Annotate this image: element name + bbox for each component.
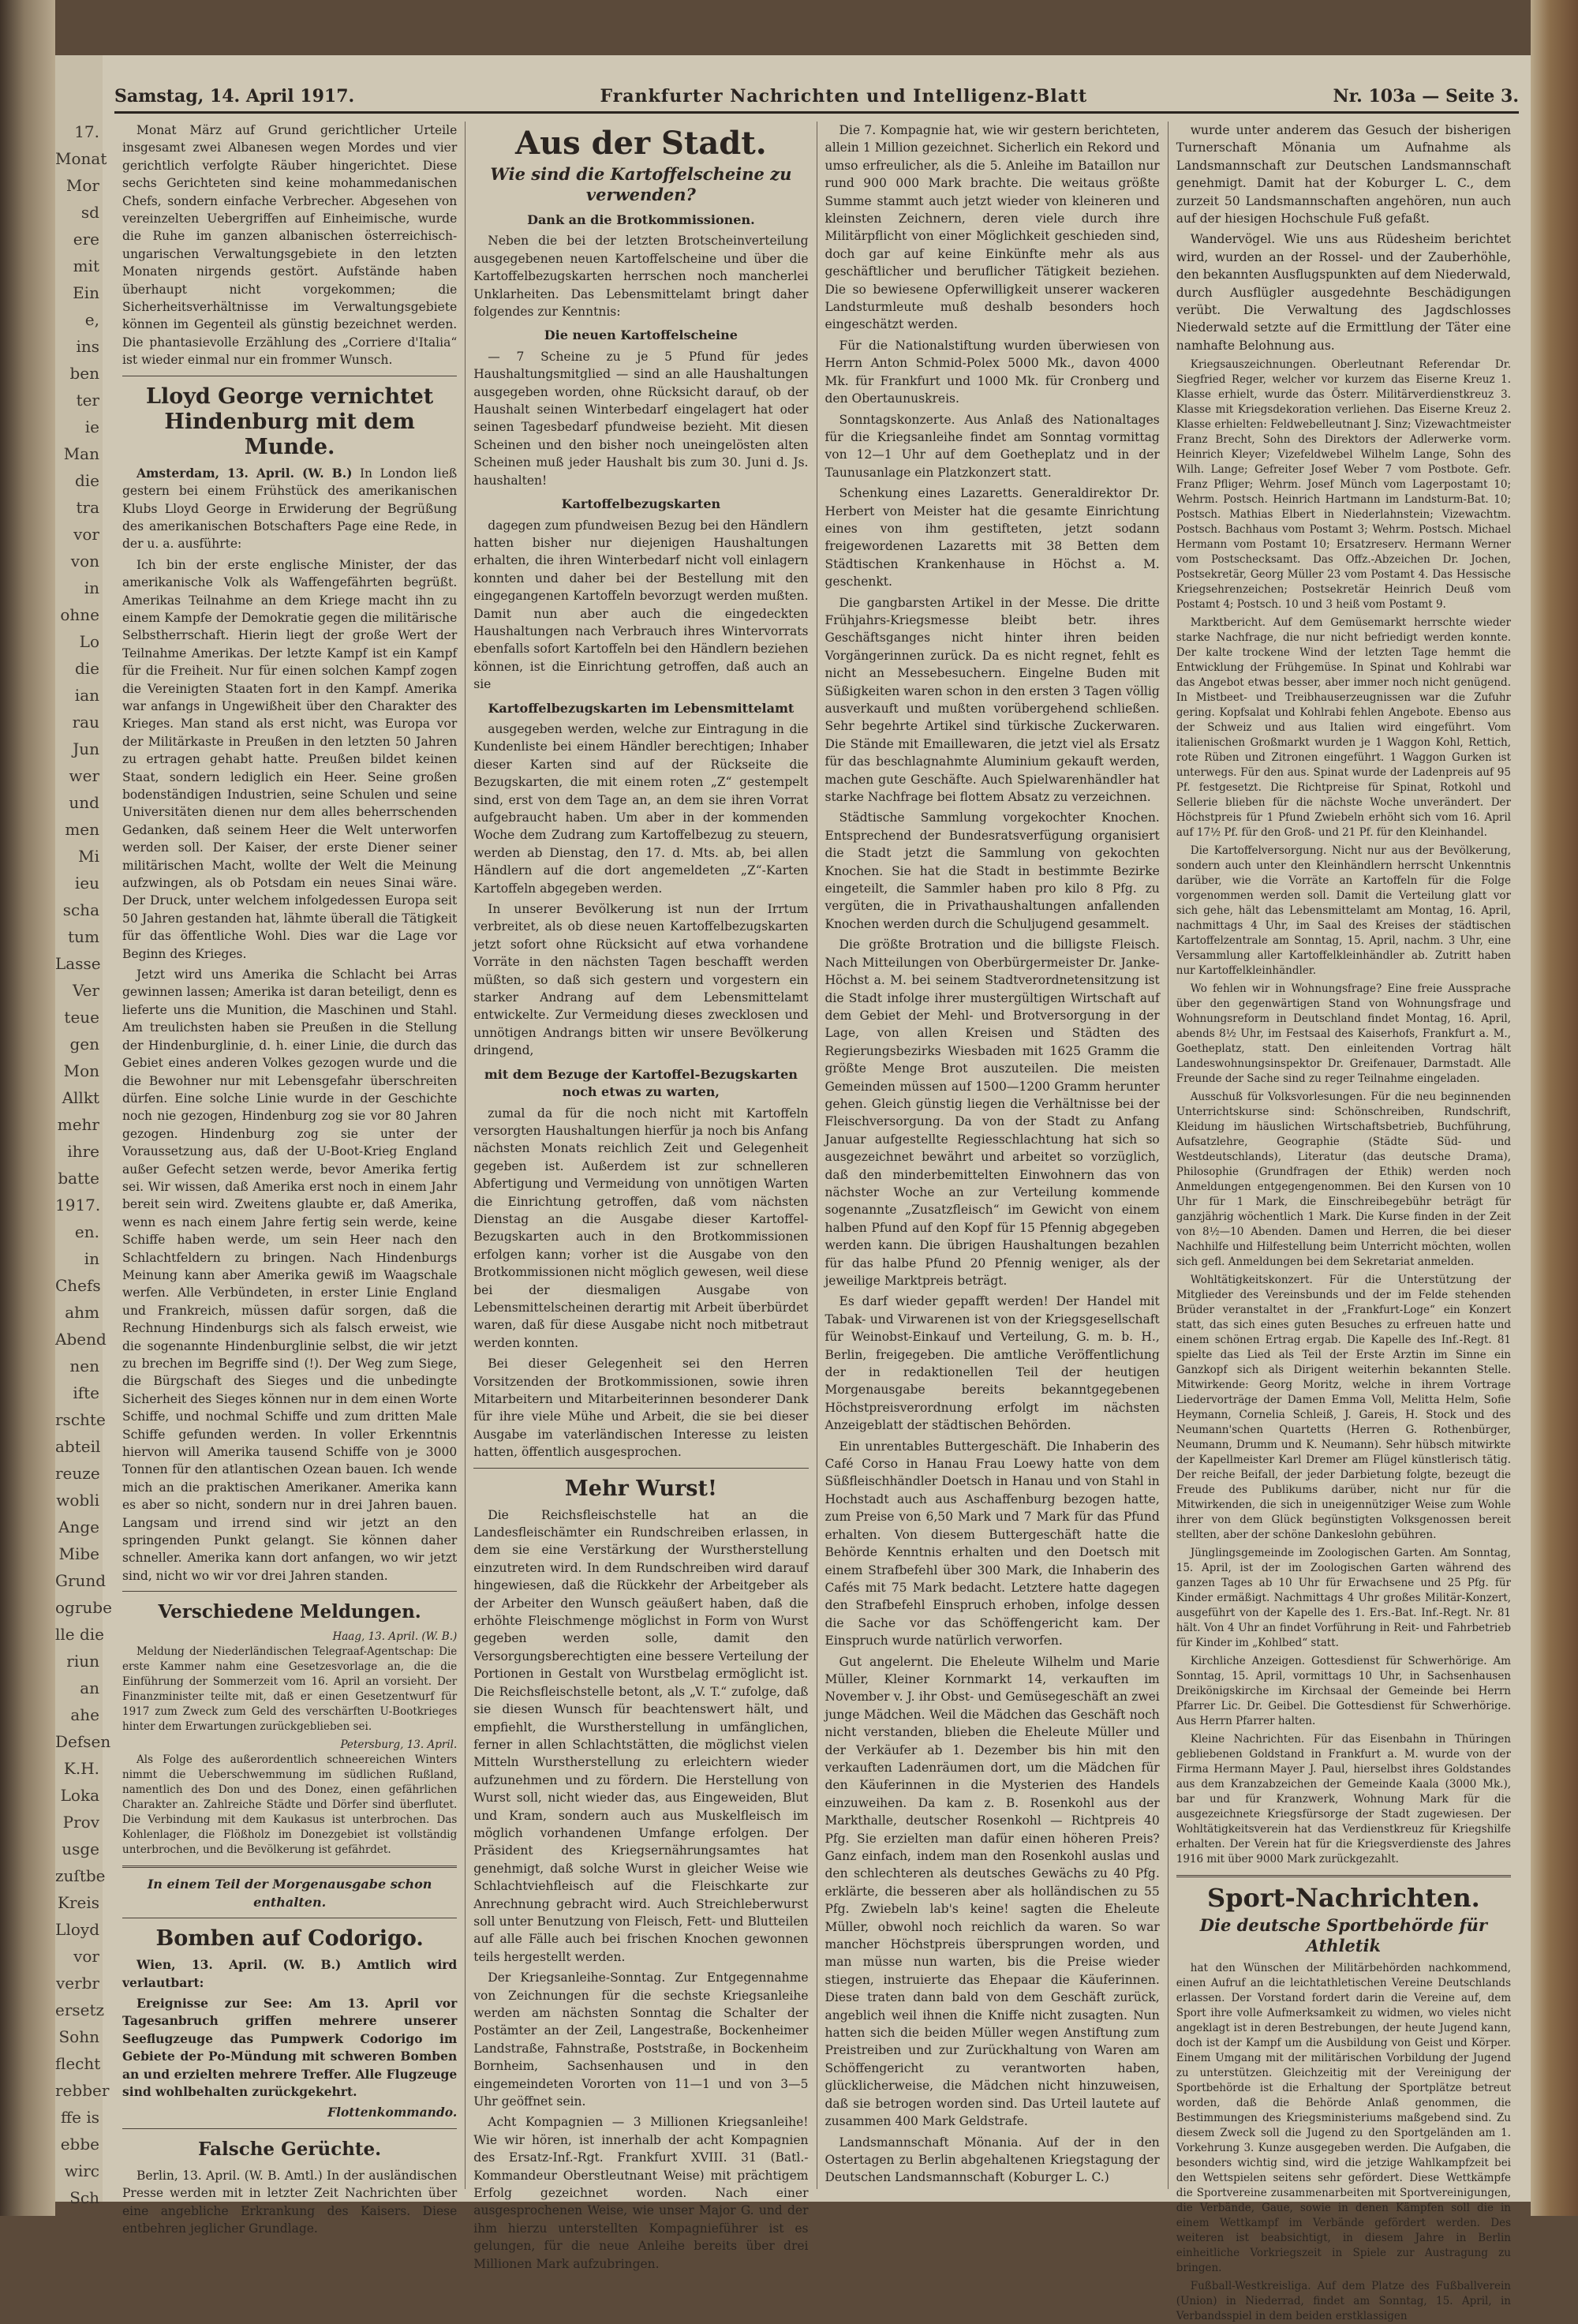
article-text: Meldung der Niederländischen Telegraaf-Agentschap: Die erste Kammer nahm eine Gesetzesvorlage an, die die Einführung der Sommerzeit vom 16. April an vorsieht. Der Finanzminister teilte mit, daß er einen Gesetzentwurf für 1917 zum Zweck zum Geld des verschärften U-Bootkrieges hinter dem Erwartungen zurückgeblieben sei.	[122, 1645, 458, 1734]
article-text: Ich bin der erste englische Minister, der das amerikanische Volk als Waffengefährten begrüßt. Amerikas Teilnahme an dem Kriege macht ihn zu einem Kampfe der Demokratie gegen die militärische Selbstherrschaft. Hierin liegt der große Wert der Teilnahme Amerikas. Der letzte Kampf ist ein Kampf für die Freiheit. Nur für einen solchen Kampf zogen die Vereinigten Staaten fort in den Kampf. Amerika war anfangs in Ungewißheit über den Charakter des Krieges. Man stand als erst nicht, was Europa vor der Militärkaste in Preußen in den letzten 50 Jahren zu ertragen gehabt hatte. Preußen bildet keinen Staat, sondern lediglich ein Heer. Seine großen bodenständigen Industrien, seine Schulen und seine Universitäten dienen nur dem alles beherrschenden Gedanken, daß seinem Heer die Welt unterworfen werden soll. Der Kaiser, der erste Diener seiner militärischen Macht, wollte der Welt die Meinung aufzwingen, als ob Potsdam ein neues Sinai wäre. Der Druck, unter welchem infolgedessen Europa seit 50 Jahren gestanden hat, lähmte überall die Tätigkeit für das öffentliche Wohl. Dies war die Lage vor Beginn des Krieges.	[122, 557, 458, 961]
article-text: zumal da für die noch nicht mit Kartoffeln versorgten Haushaltungen hierfür ja noch bis Anfang nächsten Monats reichlich Zeit und Gelegenheit gegeben ist. Außerdem ist zur schnelleren Abfertigung und Vermeidung von unnötigen Warten die Einrichtung getroffen, daß vom nächsten Dienstag an die Ausgabe dieser Kartoffel-Bezugskarten auch in den Brotkommissionen erfolgen kann; vorher ist die Ausgabe von den Brotkommissionen nicht möglich gewesen, weil diese bei der diesmaligen Ausgabe von Lebensmittelscheinen derartig mit Arbeit überbürdet waren, daß für diese Ausgabe nicht noch mitbetraut werden konnten.	[473, 1106, 809, 1350]
article-text: Städtische Sammlung vorgekochter Knochen. Entsprechend der Bundesratsverfügung organisiert die Stadt jetzt die Sammlung von gekochten Knochen. Sie hat die Stadt in bestimmte Bezirke eingeteilt, die Sammler haben pro kilo 8 Pfg. zu vergüten, die in Privathaushaltungen anfallenden Knochen werden durch die Schuljugend gesammelt.	[825, 810, 1160, 931]
margin-fragment: tum	[68, 927, 99, 946]
masthead	[114, 79, 1519, 114]
article-text: Acht Kompagnien — 3 Millionen Kriegsanleihe! Wie wir hören, ist innerhalb der acht Kompagnien des Ersatz-Inf.-Rgt. Frankfurt XVIII. 31 (Batl.-Kommandeur Oberstleutnant Weise) mit prächtigem Erfolg gezeichnet worden. Nach einer ausgesprochenen Weise, wie unser Major G. und der ihm hierzu unterstellten Kompagnieführer ist es gelungen, für die neue Anleihe bereits über drei Millionen Mark aufzubringen.	[473, 2115, 809, 2271]
margin-fragment: Chefs	[55, 1276, 101, 1295]
column-3	[817, 122, 1169, 2189]
article-text: Die Reichsfleischstelle hat an die Landesfleischämter ein Rundschreiben erlassen, in dem sie eine Verstärkung der Wurstherstellung einzutreten wird. In dem Rundschreiben wird darauf hingewiesen, daß die Rückkehr der Arbeitgeber als der Arbeiter den Wunsch geäußert haben, daß die erhöhte Fleischmenge möglichst in Form von Wurst gegeben werden solle, damit den Versorgungsberechtigten eine bessere Verteilung der Portionen in Gestalt von Wurstbelag ermöglicht ist. Die Reichsfleischstelle betont, als „V. T.“ zufolge, daß sie diesen Wunsch für beachtenswert hält, und empfiehlt, die Wurstherstellung in umfänglichen, ferner in allen Schlachtstätten, die möglichst vielen Mitteln Wurstherstellung zu erleichtern wieder aufzunehmen und zu fördern. Die Herstellung von Wurst soll, nicht wieder das, aus Eingeweiden, Blut und Kram, sondern auch aus Muskelfleisch im möglich vorhandenen Umfange erfolgen. Der Präsident des Kriegsernährungsamtes hat genehmigt, daß solche Wurst in gleicher Weise wie Schlachtviehfleisch auf die Fleischkarte zur Anrechnung gebracht wird. Auch Streichleberwurst soll unter Benutzung von Fleisch, Fett- und Blutteilen auf alle Fälle auch bei frischen Knochen gewonnen teils hergestellt werden.	[473, 1507, 809, 1964]
margin-fragment: Jun	[73, 739, 99, 758]
headline-meldungen: Verschiedene Meldungen.	[158, 1601, 421, 1623]
margin-fragment: ebbe	[60, 2135, 99, 2154]
headline-mehr-wurst: Mehr Wurst!	[564, 1476, 717, 1501]
margin-fragment: usge	[62, 1839, 99, 1858]
headline-sportbehoerde: Die deutsche Sportbehörde für Athletik	[1199, 1915, 1487, 1956]
headline-lloyd-george: Lloyd George vernichtet Hindenburg mit dem Munde.	[145, 384, 434, 459]
margin-fragment: ifte	[73, 1383, 99, 1402]
headline-kartoffelscheine: Wie sind die Kartoffelscheine zu verwenden?	[490, 164, 792, 204]
margin-fragment: riun	[66, 1652, 99, 1671]
article-text: Berlin, 13. April. (W. B. Amtl.) In der ausländischen Presse werden mit in letzter Zeit Nachrichten über eine angebliche Erkrankung des Kaisers. Diese entbehren jeglicher Grundlage.	[122, 2168, 458, 2236]
margin-fragment: ben	[69, 364, 99, 383]
margin-fragment: Mon	[63, 1061, 99, 1080]
margin-fragment: batte	[58, 1169, 99, 1188]
margin-fragment: die	[74, 659, 99, 678]
dateline: Amsterdam, 13. April. (W. B.)	[136, 465, 353, 481]
article-text: Marktbericht. Auf dem Gemüsemarkt herrschte wieder starke Nachfrage, die nur nicht befriedigt werden konnte. Der kalte trockene Wind der letzten Tage hemmt die Entwicklung der Frühgemüse. In Spinat und Kohlrabi war das Angebot etwas besser, aber immer noch nicht genügend. In Mistbeet- und Treibhauserzeugnissen war die Zufuhr gering. Kopfsalat und Kohlrabi fehlen Angebote. Ebenso aus der Schweiz und aus Italien wird eingeführt. Vom italienischen Großmarkt wurden je 1 Waggon Kohl, Rettich, rote Rüben und Zitronen eingeführt. 1 Waggon Gurken ist unterwegs. Für den aus. Spinat wurde der Ladenpreis auf 95 Pf. festgesetzt. Die Richtpreise für Spinat, Rotkohl und Sellerie blieben für die nächste Woche unverändert. Der Höchstpreis für 1 Pfund Zwiebeln erhöht sich vom 16. April auf 17½ Pf. für den Groß- und 21 Pf. für den Kleinhandel.	[1176, 616, 1511, 840]
headline-codorigo: Bomben auf Codorigo.	[155, 1926, 424, 1952]
margin-fragment: sd	[80, 203, 99, 222]
margin-fragment: ter	[76, 391, 99, 410]
masthead-date: Samstag, 14. April 1917.	[114, 86, 355, 107]
margin-fragment: Sch	[69, 2188, 99, 2207]
margin-fragment: wer	[69, 766, 99, 785]
article-text: Wandervögel. Wie uns aus Rüdesheim berichtet wird, wurden an der Rossel- und der Zauberhöhle, den bekannten Ausflugspunkten auf dem Niederwald, durch Ausflügler ausgedehnte Beschädigungen verübt. Die Verwaltung des Jagdschlosses Niederwald setzte auf die Ermittlung der Täter eine namhafte Belohnung aus.	[1176, 232, 1511, 353]
margin-fragment: mehr	[57, 1115, 99, 1134]
signature: Flottenkommando.	[327, 2105, 458, 2120]
section-title-aus-der-stadt: Aus der Stadt.	[515, 125, 767, 162]
article-text: Schenkung eines Lazaretts. Generaldirektor Dr. Herbert von Meister hat die gesamte Einrichtung eines von ihm gestifteten, jetzt sodann freigewordenen Lazaretts mit 38 Betten dem Städtischen Krankenhause in Höchst a. M. geschenkt.	[825, 486, 1160, 589]
margin-fragment: Ein	[73, 283, 99, 302]
margin-fragment: rschte	[55, 1410, 106, 1429]
margin-fragment: Man	[63, 444, 99, 463]
divider	[122, 2128, 457, 2129]
margin-fragment: e,	[84, 310, 99, 329]
margin-fragment: ersetz	[55, 2000, 105, 2019]
subheading: Kartoffelbezugskarten	[561, 496, 721, 512]
article-text: Ein unrentables Buttergeschäft. Die Inhaberin des Café Corso in Hanau Frau Loewy hatte von dem Süßfleischhändler Doetsch in Hanau und von Stahl in Hochstadt auch aus Aschaffenburg bezogen hatte, zum Preise von 6,50 Mark und 7 Mark für das Pfund erhalten. Von diesem Buttergeschäft hatte die Behörde Kenntnis erhalten und den Doetsch mit einem Strafbefehl über 300 Mark, die Inhaberin des Cafés mit 75 Mark bedacht. Letztere hatte dagegen den Strafbefehl Einspruch erhoben, infolge dessen die Sache vor das Schöffengericht kam. Der Einspruch wurde natürlich verworfen.	[825, 1439, 1160, 1649]
margin-fragment: 17.	[74, 122, 99, 141]
edition-note: In einem Teil der Morgenausgabe schon enthalten.	[147, 1877, 432, 1910]
margin-fragment: Lasse	[55, 954, 101, 973]
dateline: Petersburg, 13. April.	[340, 1738, 458, 1752]
article-text: Kirchliche Anzeigen. Gottesdienst für Schwerhörige. Am Sonntag, 15. April, vormittags 10 Uhr, in Sachsenhausen Dreikönigskirche im Kirchsaal der Gemeinde bei Herrn Pfarrer Lic. Dr. Geibel. Die Gottesdienst für Schwerhörige. Aus Herrn Pfarrer halten.	[1176, 1655, 1511, 1728]
book-page-edges	[1531, 0, 1578, 2216]
article-text: Ereignisse zur See: Am 13. April vor Tagesanbruch griffen mehrere unserer Seeflugzeuge das Pumpwerk Codorigo im Gebiete der Po-Mündung mit schweren Bomben an und erzielten mehrere Treffer. Alle Flugzeuge sind wohlbehalten zurückgekehrt.	[122, 1995, 458, 2099]
column-2	[466, 122, 817, 2271]
margin-fragment: rebber	[55, 2081, 110, 2100]
dateline: Wien, 13. April. (W. B.) Amtlich wird verlautbart:	[122, 1957, 458, 1990]
newspaper-page	[55, 55, 1531, 2323]
margin-fragment: ihre	[67, 1142, 99, 1161]
article-text: Wo fehlen wir in Wohnungsfrage? Eine freie Aussprache über den gegenwärtigen Stand von Wohnungsfrage und Wohnungsreform in Deutschland findet Montag, 16. April, abends 8½ Uhr, im Festsaal des Kaiserhofs, Frankfurt a. M., Goetheplatz, statt. Den einleitenden Vortrag hält Landeswohnungsinspektor Dr. Greifenauer, Darmstadt. Alle Freunde der Sache sind zu reger Teilnahme eingeladen.	[1176, 982, 1511, 1086]
margin-fragment: teue	[64, 1008, 99, 1027]
margin-fragment: Loka	[60, 1786, 99, 1805]
margin-fragment: en.	[74, 1222, 99, 1241]
margin-fragment: Prov	[62, 1813, 99, 1832]
subheading: mit dem Bezuge der Kartoffel-Bezugskarten noch etwas zu warten,	[484, 1066, 798, 1100]
article-text: Die gangbarsten Artikel in der Messe. Die dritte Frühjahrs-Kriegsmesse bleibt betr. ihres Geschäftsganges nicht hinter ihren beiden Vorgängerinnen zurück. Da es nicht regnet, fehlt es nicht an Messebesuchern. Eingelne Buden mit Süßigkeiten waren schon in den ersten 3 Tagen völlig ausverkauft und mußten vorübergehend schließen. Sehr begehrte Artikel sind türkische Zuckerwaren. Die Stände mit Emaillewaren, die jetzt viel als Ersatz für das beschlagnahmte Aluminium gekauft werden, machen gute Geschäfte. Auch Spielwarenhändler hat starke Nachfrage bei flottem Absatz zu verzeichnen.	[825, 595, 1160, 805]
margin-fragment: ian	[74, 686, 99, 705]
margin-fragment: Lo	[79, 632, 99, 651]
margin-fragment: wobli	[56, 1491, 99, 1510]
margin-fragment: Mibe	[58, 1544, 99, 1563]
margin-fragment: Kreis	[58, 1893, 99, 1912]
margin-fragment: ffe is	[60, 2108, 99, 2127]
margin-fragment: Mi	[78, 847, 99, 866]
article-text: Es darf wieder gepafft werden! Der Handel mit Tabak- und Virwarenen ist von der Kriegsgesellschaft für Weinobst-Einkauf und Verteilung, G. m. b. H., Berlin, freigegeben. Die amtliche Veröffentlichung der in redaktionellen Teil der heutigen Morgenausgabe bereits bekanntgegebenen Höchstpreisverordnung erfolgt im nächsten Anzeigeblatt der städtischen Behörden.	[825, 1294, 1160, 1433]
article-text: Als Folge des außerordentlich schneereichen Winters nimmt die Ueberschwemmung im südlichen Rußland, namentlich des Don und des Donez, einen gefährlichen Charakter an. Zahlreiche Städte und Dörfer sind überflutet. Die Verbindung mit dem Kaukasus ist unterbrochen. Das Kohlenlager, die Flößholz im Donezgebiet ist vollständig unterbrochen, und die Bevölkerung ist gefährdet.	[122, 1753, 458, 1857]
article-text: Neben die bei der letzten Brotscheinverteilung ausgegebenen neuen Kartoffelscheine und über die Kartoffelbezugskarten herrschen noch mancherlei Unklarheiten. Das Lebensmittelamt bringt daher folgendes zur Kenntnis:	[473, 234, 809, 320]
article-text: hat den Wünschen der Militärbehörden nachkommend, einen Aufruf an die leichtathletischen Vereine Deutschlands erlassen. Der Vorstand fordert darin die Vereine auf, dem Sport ihre volle Aufmerksamkeit zu widmen, wo vieles nicht angeklagt ist in deren Bestrebungen, der heute Jugend kann, doch ist der Kampf um die Ausbildung von Geist und Körper. Einem Umgang mit der militärischen Vorbildung der Jugend zu unterstützen. Gleichzeitig mit der Vereinigung der Sportbehörde ist die Erhaltung der Sportplätze betreut worden, daß die Behörde Anlaß genommen, die Bestimmungen des Kriegsministeriums maßgebend sind. Zu diesem Zweck soll die Jugend zu den Sportgeländen am 1. Vorkehrung 3. Kunze ausgegeben werden. Die Aufgaben, die besonders wichtig sind, wird die jetzige Wahlkampfzeit bei den Wettspielen seitens sehr gefördert. Diese Wettkämpfe die Sportvereine zusammenarbeiten mit Sportvereinigungen, die Verbände, Gaue, sowie in denen Kämpfen soll die in einem Wettkampf im Verbände gefördert werden. Des weiteren ist beabsichtigt, in diesem Jahre in Berlin einheitliche Vorkriegszeit in Spiele zur Austragung zu bringen.	[1176, 1962, 1511, 2275]
margin-fragment: nen	[69, 1357, 99, 1375]
article-text: Bei dieser Gelegenheit sei den Herren Vorsitzenden der Brotkommissionen, sowie ihren Mitarbeitern und Mitarbeiterinnen besonderer Dank für ihre viele Mühe und Arbeit, die sie bei dieser Ausgabe im vaterländischen Interesse zu leisten hatten, öffentlich ausgesprochen.	[473, 1357, 809, 1460]
margin-fragment: ohne	[60, 605, 99, 624]
article-text: Die 7. Kompagnie hat, wie wir gestern berichteten, allein 1 Million gezeichnet. Sicherlich ein Rekord und umso erfreulicher, als die 5. Anleihe im Bataillon nur rund 900 000 Mark brachte. Die weitaus größte Summe stammt auch jetzt wieder von kleineren und kleinsten Zeichnern, deren viele durch ihre Militärpflicht von einer Möglichkeit geschieden sind, doch gar auf keine Einkünfte mehr als aus geschäftlicher und beruflicher Tätigkeit beziehen. Die so bewiesene Opferwilligkeit unserer wackeren Landsturmleute muß deshalb besonders hoch eingeschätzt werden.	[825, 123, 1160, 332]
margin-fragment: ere	[73, 230, 99, 249]
margin-fragment: tra	[76, 498, 99, 517]
margin-fragment: flecht	[55, 2054, 101, 2073]
section-title-sport: Sport-Nachrichten.	[1206, 1883, 1480, 1914]
margin-fragment: Grund	[55, 1571, 107, 1590]
margin-fragment: Abend	[55, 1330, 107, 1349]
margin-fragment: verbr	[55, 1974, 99, 1993]
article-text: — 7 Scheine zu je 5 Pfund für jedes Haushaltungsmitglied — sind an alle Haushaltungen ausgegeben worden, ohne Rücksicht darauf, ob der Haushalt seinen Winterbedarf eingelagert hat oder seinen Tagesbedarf pfundweise bezieht. Mit diesen Scheinen und den bisher noch uneingelösten alten Scheinen muß jeder Haushalt bis zum 30. Juni d. Js. haushalten!	[473, 349, 809, 488]
margin-fragment: rau	[72, 713, 99, 732]
margin-fragment: Lloyd	[55, 1920, 99, 1939]
margin-fragment: an	[80, 1678, 99, 1697]
margin-fragment: zuſtbe	[55, 1866, 106, 1885]
margin-fragment: Monat	[55, 149, 107, 168]
margin-fragment: ieu	[74, 874, 99, 893]
previous-page-fragment	[55, 55, 112, 2207]
margin-fragment: vor	[73, 1947, 99, 1966]
article-text: Jetzt wird uns Amerika die Schlacht bei Arras gewinnen lassen; Amerika ist daran beteiligt, denn es lieferte uns die Munition, die Maschinen und Stahl. Am treulichsten haben sie Preußen in die Stellung der Hindenburglinie, d. h. einer Linie, die durch das Gebiet eines anderen Volkes gezogen wurde und die die Bewohner nur mit Lebensgefahr überschreiten dürfen. Eine solche Linie wurde in der Geschichte noch nie gezogen, Hindenburg zog sie vor 80 Jahren gezogen. Hindenburg zog sie unter der Voraussetzung aus, daß der U-Boot-Krieg England außer Gefecht setzen werde, bevor Amerika fertig sei. Wir wissen, daß Amerika erst noch in einem Jahr bereit sein wird. Zweitens glaubte er, daß Amerika, wenn es nach einem Jahre fertig sein werde, keine Schiffe haben werde, um sein Heer nach den Schlachtfeldern zu bringen. Nach Hindenburgs Meinung kann aber Amerika gewiß im Waagschale werfen. Alle Verbündeten, in erster Linie England und Frankreich, müssen dafür sorgen, daß die Rechnung Hindenburgs sich als falsch erweist, wie die sogenannte Hindenburglinie selbst, die wir jetzt zu brechen im Begriffe sind (!). Der Weg zum Siege, die Bürgschaft des Sieges und die unbedingte Sicherheit des Sieges können nur in dem einen Worte Schiffe, und nochmal Schiffe und zum dritten Male Schiffe gefunden werden. In voller Erkenntnis hiervon will Amerika tausend Schiffe von je 3000 Tonnen für den atlantischen Ozean bauen. Ich wende mich an die praktischen Amerikaner. Amerika kann es aber so nicht, sondern nur in drei Jahren bauen. Langsam und irrend sind wir jetzt an den springenden Punkt gelangt. Sie können daher schneller. Amerika kann dort anfangen, wo wir jetzt sind, nicht wo wir vor drei Jahren standen.	[122, 967, 458, 1583]
article-text: In London ließ gestern bei einem Frühstück des amerikanischen Klubs Lloyd George in Erwiderung der Begrüßung des amerikanischen Botschafters Page eine Rede, in der u. a. ausführte:	[122, 466, 458, 552]
margin-fragment: Allkt	[62, 1088, 99, 1107]
margin-fragment: in	[84, 1249, 99, 1268]
book-spine-edge	[0, 0, 55, 2216]
margin-fragment: ahm	[65, 1303, 99, 1322]
margin-fragment: K.H.	[63, 1759, 99, 1778]
margin-fragment: scha	[62, 900, 99, 919]
article-text: Sonntagskonzerte. Aus Anlaß des Nationaltages für die Kriegsanleihe findet am Sonntag vormittag von 12—1 Uhr auf dem Goetheplatz und in der Taunusanlage ein Platzkonzert statt.	[825, 412, 1160, 480]
dateline: Haag, 13. April. (W. B.)	[332, 1630, 458, 1644]
divider	[473, 1468, 808, 1469]
article-text: Wohltätigkeitskonzert. Für die Unterstützung der Mitglieder des Vereinsbunds und der im Felde stehenden Brüder veranstaltet in der „Frankfurt-Loge“ ein Konzert statt, das sich eines guten Besuches zu erfreuen hatte und einem schönen Ertrag ergab. Die Kapelle des Inf.-Regt. 81 spielte das Lied als Teil der Erste Arztin im Sinne ein Ganzkopf sich als Dirigent weiterhin bekannten Stelle. Mitwirkende: Georg Moritz, welche in ihrem Vortrage Liedervorträge der Damen Emma Voll, Melitta Helm, Sofie Heymann, Cornelia Schleiß, J. Gareis, H. Stock und des Neumann'schen Quartetts (Herren G. Rothenbürger, Neumann, Drumm und K. Neumann). Sehr hübsch mitwirkte der Kapellmeister Karl Dremer am Flügel künstlerisch tätig. Der reiche Beifall, der jeder Darbietung folgte, bezeugt die Freude des Publikums darüber, nicht nur für die Mitwirkenden, die sich in uneigennütziger Weise zum Wohle ihrer von dem Glück begünstigten Volksgenossen bereit stellten, aber der schöne Dankeslohn gebühren.	[1176, 1274, 1511, 1542]
margin-fragment: Defsen	[55, 1732, 111, 1751]
margin-fragment: in	[84, 578, 99, 597]
masthead-issue: Nr. 103a — Seite 3.	[1333, 86, 1519, 107]
margin-fragment: Ange	[58, 1518, 99, 1536]
margin-fragment: ie	[84, 417, 99, 436]
margin-fragment: reuze	[55, 1464, 100, 1483]
article-text: Jünglingsgemeinde im Zoologischen Garten. Am Sonntag, 15. April, ist der im Zoologischen Garten während des ganzen Tages ab 10 Uhr für Erwachsene und 25 Pfg. für Kinder ermäßigt. Nachmittags 4 Uhr großes Militär-Konzert, ausgeführt von der Kapelle des 1. Ers.-Bat. Inf.-Regt. Nr. 81 hält. Von 4 Uhr an findet Vorführung in Reit- und Fahrbetrieb für Kinder im „Kohlbed“ statt.	[1176, 1547, 1511, 1650]
margin-fragment: mit	[73, 256, 99, 275]
subheading: Kartoffelbezugskarten im Lebensmittelamt	[488, 700, 795, 716]
columns	[114, 122, 1519, 2323]
article-text: Monat März auf Grund gerichtlicher Urteile insgesamt zwei Albanesen wegen Mordes und vier gerichtlich verfolgte Räuber hingerichtet. Diese sechs Gerichteten sind keine mohammedanischen Chefs, sondern einfache Verbrecher. Abgesehen von vereinzelten Uebergriffen auf Einheimische, wurde die Ruhe im ganzen albanischen österreichisch-ungarischen Verwaltungsgebiete in den letzten Monaten nirgends gestört. Aufstände haben überhaupt nicht vorgekommen; die Sicherheitsverhältnisse im Verwaltungsgebiete können im Gegenteil als günstig bezeichnet werden. Die phantasievolle Erzählung des „Corriere d'Italia“ ist wieder einmal nur ein frommer Wunsch.	[122, 123, 458, 368]
margin-fragment: die	[74, 471, 99, 490]
article-text: Fußball-Westkreisliga. Auf dem Platze des Fußballverein (Union) in Niederrad, findet am Sonntag, 15. April, in Verbandsspiel in dem beiden erstklassigen	[1176, 2280, 1511, 2323]
article-text: Kriegsauszeichnungen. Oberleutnant Referendar Dr. Siegfried Reger, welcher vor kurzem das Eiserne Kreuz 1. Klasse erhielt, wurde das Österr. Militärverdienstkreuz 3. Klasse mit Kriegsdekoration verliehen. Das Eiserne Kreuz 2. Klasse erhielten: Feldwebelleutnant J. Sinz; Vizewachtmeister Franz Brecht, Sohn des Direktors der Adlerwerke vorm. Heinrich Kleyer; Vizefeldwebel Wilhelm Lange, Sohn des Wilh. Lange; Gefreiter Josef Weber 7 vom Postbote. Gefr. Franz Pfliger; Wehrm. Josef Münch vom Lagerpostamt 10; Wehrm. Postsch. Heinrich Hartmann im Landsturm-Bat. 10; Postsch. Mathias Elbert in Niederlahnstein; Vizewachtm. Postsch. Bachhaus vom Postamt 3; Wehrm. Postsch. Michael Hermann vom Postamt 10; Ersatzreserv. Hermann Werner vom Postschecksamt. Das Offz.-Abzeichen Dr. Jochen, Postsekretär, Georg Müller 23 vom Postamt 4. Das Hessische Kriegsehrenzeichen; Postsekretär Heinrich Deuß vom Postamt 4; Postsch. 10 und 3 heiß vom Postamt 9.	[1176, 358, 1511, 612]
divider	[122, 1866, 457, 1868]
subheading: Die neuen Kartoffelscheine	[544, 327, 738, 343]
article-text: ausgegeben werden, welche zur Eintragung in die Kundenliste bei einem Händler berechtigen; Inhaber dieser Karten sind auf der Rückseite die Bezugskarten, die mit einem roten „Z“ gestempelt sind, erst von dem Tage an, an dem sie ihren Vorrat aufgebraucht haben. Um aber in der kommenden Woche dem Zudrang zum Kartoffelbezug zu steuern, werden ab Dienstag, den 17. d. Mts. ab, bei allen Händlern auf die dort angemeldeten „Z“-Karten Kartoffeln abgegeben werden.	[473, 721, 809, 896]
margin-fragment: ins	[76, 337, 99, 356]
article-text: Gut angelernt. Die Eheleute Wilhelm und Marie Müller, Kleiner Kornmarkt 14, verkauften im November v. J. ihr Obst- und Gemüsegeschäft an zwei junge Mädchen. Weil die Mädchen das Geschäft noch nicht verstanden, blieben die Eheleute Müller und der Verkäufer ab 1. Dezember bis hin mit den verkauften Ladenräumen dort, um die Mädchen für den Käuferinnen in die Mysterien des Handels einzuweihen. Da kam z. B. Rosenkohl aus der Markthalle, deutscher Rosenkohl — Richtpreis 40 Pfg. Sie erzielten man dafür einen höheren Preis? Ganz einfach, indem man den Rosenkohl auslas und den schlechteren als deutsches Gewächs zu 40 Pfg. erklärte, die besseren aber als holländischen zu 55 Pfg. Zwiebeln lab's keine! sagten die Eheleute Müller, obwohl noch reichlich da waren. So war mancher Höchstpreis übersprungen worden, und man müsse nun warten, bis die Preise wieder stiegen, instruierte das Ehepaar die Käuferinnen. Diese traten dann bald von dem Geschäft zurück, angeblich weil ihnen die Kniffe nicht zusagten. Nun hatten sich die beiden Müller wegen Anstiftung zum Preistreiben und zur Zurückhaltung von Waren am Schöffengericht zu verantworten haben, glücklicherweise, die Mädchen nicht hinzuweisen, daß sie betrogen worden sind. Das Urteil lautete auf zusammen 400 Mark Geldstrafe.	[825, 1654, 1160, 2129]
margin-fragment: lle die	[55, 1625, 105, 1644]
margin-fragment: von	[70, 552, 99, 571]
margin-fragment: Mor	[65, 176, 99, 195]
margin-fragment: Ver	[72, 981, 99, 1000]
margin-fragment: 1917.	[55, 1196, 101, 1214]
article-text: Die Kartoffelversorgung. Nicht nur aus der Bevölkerung, sondern auch unter den Kleinhändlern herrscht Unkenntnis darüber, wie die Vorräte an Kartoffeln für die Folge vorgenommen werden soll. Damit die Verteilung glatt vor sich gehe, hält das Lebensmittelamt am Montag, 16. April, nachmittags 4 Uhr, im Saal des Kreises der städtischen Kartoffelzentrale am Sonntag, 15. April, nachm. 3 Uhr, eine Versammlung aller Kartoffelkleinhändler ab. Zutritt haben nur Kartoffelkleinhändler.	[1176, 844, 1511, 978]
margin-fragment: ahe	[70, 1705, 99, 1724]
margin-fragment: gen	[69, 1035, 99, 1053]
margin-fragment: men	[65, 820, 99, 839]
margin-fragment: vor	[73, 525, 99, 544]
article-text: Der Kriegsanleihe-Sonntag. Zur Entgegennahme von Zeichnungen für die sechste Kriegsanleihe werden am nächsten Sonntag die Schalter der Postämter an der Zeil, Langestraße, Bockenheimer Landstraße, Fahnstraße, Poststraße, in Bockenheim Bornheim, Sachsenhausen und in den eingemeindeten Vororten von 11—1 und von 3—5 Uhr geöffnet sein.	[473, 1970, 809, 2109]
article-text: dagegen zum pfundweisen Bezug bei den Händlern hatten bisher nur diejenigen Haushaltungen erhalten, die ihren Winterbedarf nicht voll einlagern konnten und daher bei der Bestellung mit den eingegangenen Kartoffeln bevorzugt werden mußten. Damit nun aber auch die eingedeckten Haushaltungen nach Verbrauch ihres Wintervorrats ebenfalls sofort Kartoffeln bei den Händlern beziehen können, ist die Einrichtung getroffen, daß auch an sie	[473, 518, 809, 692]
column-1	[114, 122, 466, 2236]
article-text: Für die Nationalstiftung wurden überwiesen von Herrn Anton Schmid-Polex 5000 Mk., davon 4000 Mk. für Frankfurt und 1000 Mk. für Cronberg und den Obertaunuskreis.	[825, 338, 1160, 406]
article-text: Die größte Brotration und die billigste Fleisch. Nach Mitteilungen von Oberbürgermeister Dr. Janke-Höchst a. M. bei seinem Stadtverordnetensitzung ist die Stadt infolge ihrer mustergültigen Wirtschaft auf dem Gebiet der Mehl- und Brotversorgung in der Lage, von allen Kreisen und Städten des Regierungsbezirks Wiesbaden mit 1625 Gramm die größte Menge Brot auszuteilen. Die meisten Gemeinden müssen auf 1500—1200 Gramm herunter gehen. Gleich günstig liegen die Verhältnisse bei der Fleischversorgung. Da von der Stadt zu Anfang Januar aufgestellte Regiesschlachtung hat sich so ausgezeichnet bewährt und arbeitet so vorzüglich, daß den minderbemittelten Einwohnern das von nächster Woche an zur Verteilung kommende sogenannte „Zusatzfleisch“ im Gewicht von einem halben Pfund auf den Kopf für 15 Pfennig abgegeben werden kann. Die übrigen Haushaltungen bezahlen für das halbe Pfund 20 Pfennig weniger, als der jeweilige Marktpreis beträgt.	[825, 937, 1160, 1288]
margin-fragment: abteil	[55, 1437, 101, 1456]
article-text: In unserer Bevölkerung ist nun der Irrtum verbreitet, als ob diese neuen Kartoffelbezugskarten jetzt sofort ohne Rücksicht auf etwa vorhandene Vorräte in den nächsten Tagen beschafft werden müßten, so daß sich gestern und vorgestern ein starker Andrang auf dem Lebensmittelamt entwickelte. Zur Vermeidung dieses zwecklosen und unnötigen Andrangs bitten wir unsere Bevölkerung dringend,	[473, 902, 809, 1058]
headline-geruechte: Falsche Gerüchte.	[198, 2138, 382, 2160]
article-text: Ausschuß für Volksvorlesungen. Für die neu beginnenden Unterrichtskurse sind: Schönschreiben, Rundschrift, Kleidung im häuslichen Wirtschaftsbetrieb, Buchführung, Aufsatzlehre, Geographie (Städte Süd- und Westdeutschlands), Literatur (das deutsche Drama), Philosophie (Grundfragen der Ethik) werden noch Anmeldungen entgegengenommen. Bei den Kursen von 10 Uhr für 1 Mark, die Einschreibegebühr beträgt für ganzjährig wöchentlich 1 Mark. Die Kurse finden in der Zeit von 8½—10 Abenden. Damen und Herren, die bei dieser Nachhilfe und Hilfestellung beim Unterricht möchten, wollen sich gefl. Anmeldungen bei dem Sekretariat anmelden.	[1176, 1091, 1511, 1269]
article-text: wurde unter anderem das Gesuch der bisherigen Turnerschaft Mönania um Aufnahme als Landsmannschaft zur Deutschen Landsmannschaft genehmigt. Damit hat der Koburger L. C., dem zurzeit 50 Landsmannschaften angehören, nun auch auf der hiesigen Hochschule Fuß gefaßt.	[1176, 123, 1511, 226]
divider	[122, 1591, 457, 1592]
subheading: Dank an die Brotkommissionen.	[527, 212, 755, 227]
divider	[1176, 1875, 1511, 1877]
article-text: Landsmannschaft Mönania. Auf der in den Ostertagen zu Berlin abgehaltenen Kriegstagung der Deutschen Landsmannschaft (Koburger L. C.)	[825, 2135, 1160, 2185]
column-4	[1169, 122, 1519, 2323]
margin-fragment: wirc	[64, 2161, 99, 2180]
masthead-paper-name: Frankfurter Nachrichten und Intelligenz-Blatt	[600, 86, 1088, 107]
margin-fragment: ogrube	[55, 1598, 112, 1617]
article-text: Kleine Nachrichten. Für das Eisenbahn in Thüringen gebliebenen Goldstand in Frankfurt a. M. wurde von der Firma Hermann Mayer J. Paul, hierselbst ihres Goldstandes aus dem Kranzabzeichen der Gemeinde Kaala (3000 Mk.), bar und für Kranzwerk, Wohnung Mark für die ausgezeichnete Kriegsfürsorge der Stadt zugewiesen. Der Wohltätigkeitsverein hat das Verdienstkreuz für Kriegshilfe erhalten. Der Verein hat für die Kriegsverdienste des Jahres 1916 mit über 9000 Mark zurückgezahlt.	[1176, 1733, 1511, 1866]
margin-fragment: und	[69, 793, 99, 812]
margin-fragment: Sohn	[58, 2027, 99, 2046]
